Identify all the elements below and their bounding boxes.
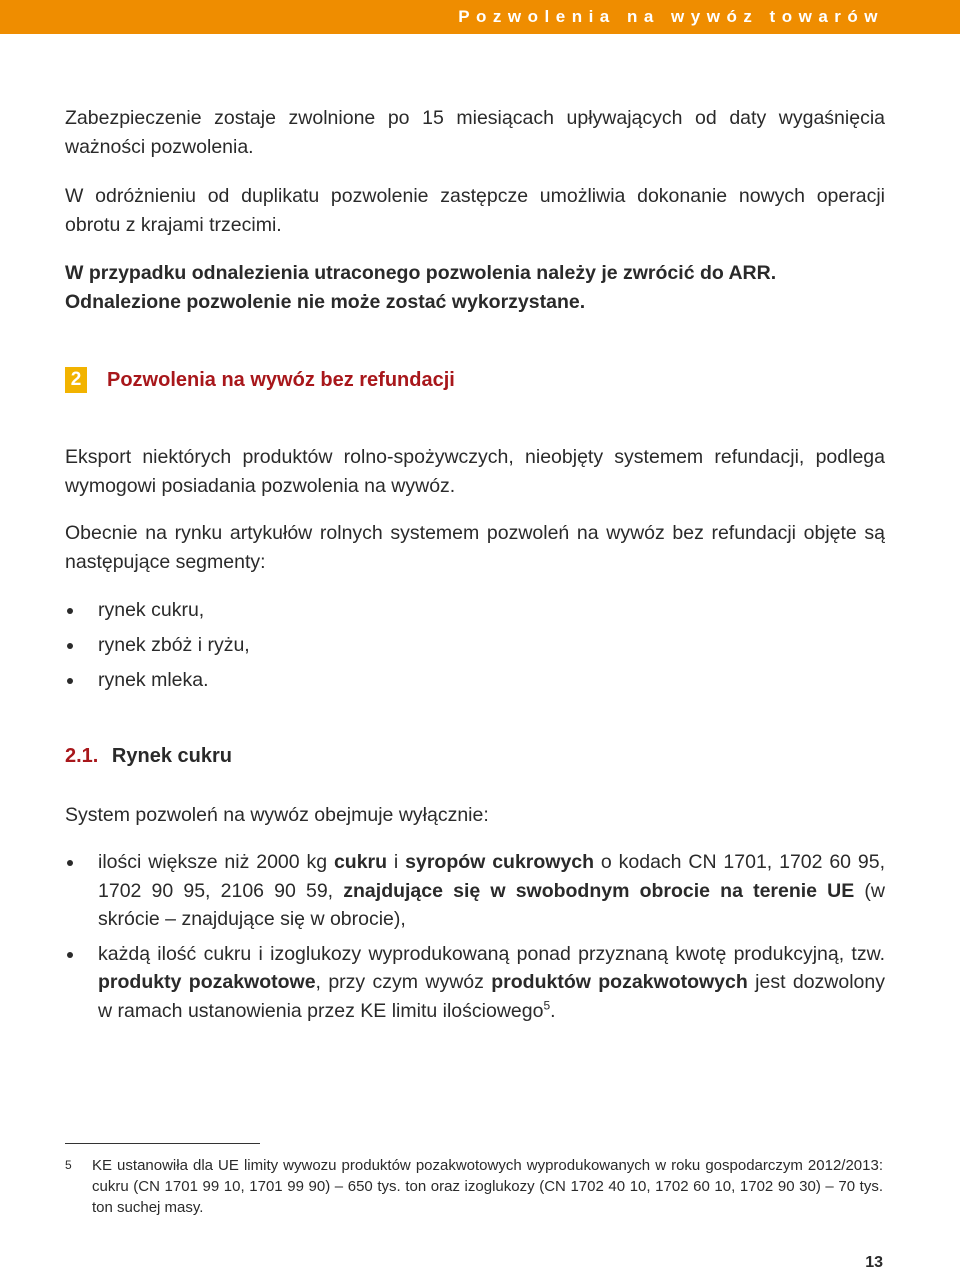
section-title: Pozwolenia na wywóz bez refundacji — [107, 368, 455, 391]
text-run: i — [387, 851, 406, 873]
paragraph-segments-intro: Obecnie na rynku artykułów rolnych systemem pozwoleń na wywóz bez refundacji objęte są następujące segmenty: — [65, 522, 885, 573]
text-run: , przy czym wywóz — [315, 971, 492, 993]
bold-run: produktów pozakwotowych — [491, 971, 748, 993]
text-run: jest dozwolony w ramach ustanowienia przez KE limitu ilościowego — [98, 971, 885, 1022]
subsection-title: Rynek cukru — [111, 745, 232, 767]
paragraph-export-requirement: Eksport niektórych produktów rolno-spożywczych, nieobjęty systemem refundacji, podlega wymogowi posiadania pozwolenia na wywóz. — [65, 446, 885, 497]
bold-run: znajdujące się w swobodnym obrocie na terenie UE — [343, 879, 855, 902]
list-item-out-of-quota — [65, 940, 885, 1026]
intro-block — [65, 104, 885, 162]
paragraph-sugar-intro: System pozwoleń na wywóz obejmuje wyłącznie: — [65, 804, 489, 826]
sugar-list — [65, 848, 885, 1025]
subsection-heading — [65, 745, 232, 768]
section-body-1 — [65, 443, 885, 501]
intro-block-2 — [65, 182, 885, 240]
intro-block-3 — [65, 259, 885, 317]
running-header-title: Pozwolenia na wywóz towarów — [458, 7, 884, 26]
footnote-text: KE ustanowiła dla UE limity wywozu produktów pozakwotowych wyprodukowanych w roku gospodarczym 2012/2013: cukru (CN 1701 99 10, 1701 99 90) – 650 tys. ton oraz izoglukozy (CN 1702 40 10, 1702 60 10, 1702 90 30) – 70 tys. ton suchej masy. — [92, 1157, 883, 1216]
sugar-list-wrap — [65, 848, 885, 1025]
header-bar — [0, 0, 960, 34]
section-number-badge: 2 — [65, 367, 87, 393]
segments-list — [65, 596, 885, 695]
bold-run: produkty pozakwotowe — [98, 971, 316, 993]
segments-list-wrap — [65, 596, 885, 695]
page-number: 13 — [865, 1254, 883, 1271]
list-item: rynek cukru, — [65, 596, 885, 625]
section-body-2 — [65, 519, 885, 577]
text-run: (w skrócie – znajdujące się w obrocie), — [98, 879, 885, 930]
list-item: rynek mleka. — [65, 666, 885, 695]
subsection-intro-wrap — [65, 801, 885, 830]
footnote-divider — [65, 1143, 260, 1144]
footnote-reference[interactable]: 5 — [543, 998, 551, 1012]
bold-run: cukru — [333, 851, 388, 873]
footnote — [65, 1155, 883, 1218]
text-run: . — [550, 999, 556, 1022]
paragraph-replacement-permit: W odróżnieniu od duplikatu pozwolenie zastępcze umożliwia dokonanie nowych operacji obrotu z krajami trzecimi. — [65, 185, 885, 236]
section-heading — [65, 366, 455, 394]
text-run: każdą ilość cukru i izoglukozy wyprodukowaną ponad przyznaną kwotę produkcyjną, tzw. — [98, 942, 885, 965]
paragraph-lost-permit: W przypadku odnalezienia utraconego pozwolenia należy je zwrócić do ARR. Odnalezione pozwolenie nie może zostać wykorzystane. — [65, 262, 777, 313]
paragraph-security-release: Zabezpieczenie zostaje zwolnione po 15 miesiącach upływających od daty wygaśnięcia ważności pozwolenia. — [65, 107, 885, 158]
footnote-marker: 5 — [65, 1158, 72, 1172]
list-item: rynek zbóż i ryżu, — [65, 631, 885, 660]
list-item-sugar-quantities — [65, 848, 885, 934]
bold-run: syropów cukrowych — [405, 851, 595, 873]
text-run: ilości większe niż 2000 kg — [98, 851, 334, 873]
text-run: o kodach CN 1701, 1702 60 95, 1702 90 95, 2106 90 59, — [98, 851, 886, 902]
subsection-number: 2.1. — [65, 745, 99, 767]
